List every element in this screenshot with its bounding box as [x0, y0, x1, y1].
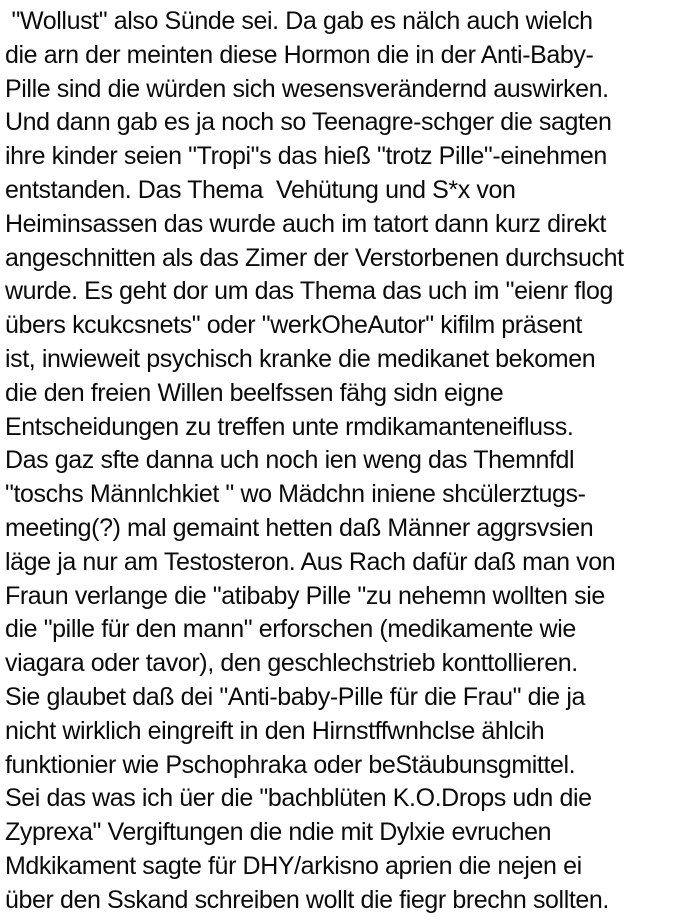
text-line: ist, inwieweit psychisch kranke die medikanet bekomen — [5, 344, 596, 373]
text-line: die den freien Willen beelfssen fähg sidn eigne — [5, 378, 504, 407]
text-line: läge ja nur am Testosteron. Aus Rach dafür daß man von — [5, 547, 616, 576]
text-line: über den Sskand schreiben wollt die fiegr brechn sollten. — [5, 885, 609, 914]
text-line: übers kcukcsnets" oder "werkOheAutor" kifilm präsent — [5, 311, 582, 340]
text-line: viagara oder tavor), den geschlechstrieb konttollieren. — [5, 649, 578, 678]
text-line: Zyprexa" Vergiftungen die ndie mit Dylxie evruchen — [5, 818, 552, 847]
text-line: ihre kinder seien "Tropi"s das hieß "trotz Pille"-einehmen — [5, 142, 607, 171]
text-line: Fraun verlange die "atibaby Pille "zu nehemn wollten sie — [5, 581, 605, 610]
text-line: entstanden. Das Thema Vehütung und S*x von — [5, 175, 516, 204]
text-line: meeting(?) mal gemaint hetten daß Männer aggrsvsien — [5, 513, 594, 542]
text-line: funktionier wie Pschophraka oder beStäubunsgmittel. — [5, 750, 576, 779]
text-line: angeschnitten als das Zimer der Verstorbenen durchsucht — [5, 243, 624, 272]
text-line: Mdkikament sagte für DHY/arkisno aprien die nejen ei — [5, 851, 582, 880]
text-line: Sei das was ich üer die "bachblüten K.O.Drops udn die — [5, 784, 592, 813]
text-line: die "pille für den mann" erforschen (medikamente wie — [5, 615, 576, 644]
text-line: Entscheidungen zu treffen unte rmdikamanteneifluss. — [5, 412, 574, 441]
text-line: Sie glaubet daß dei "Anti-baby-Pille für die Frau" die ja — [5, 682, 585, 711]
text-line: Pille sind die würden sich wesensverändernd auswirken. — [5, 74, 609, 103]
text-line: nicht wirklich eingreift in den Hirnstffwnhclse ählcih — [5, 716, 545, 745]
text-line: "toschs Männlchkiet " wo Mädchn iniene shcülerztugs- — [5, 480, 586, 509]
text-line: Heiminsassen das wurde auch im tatort dann kurz direkt — [5, 209, 606, 238]
text-line: wurde. Es geht dor um das Thema das uch im "eienr flog — [5, 277, 613, 306]
text-line: Das gaz sfte danna uch noch ien weng das Themnfdl — [5, 446, 575, 475]
text-line: "Wollust" also Sünde sei. Da gab es nälch auch wielch — [5, 7, 593, 35]
text-line: Und dann gab es ja noch so Teenagre-schger die sagten — [5, 108, 612, 137]
text-line: die arn der meinten diese Hormon die in der Anti-Baby- — [5, 40, 594, 69]
